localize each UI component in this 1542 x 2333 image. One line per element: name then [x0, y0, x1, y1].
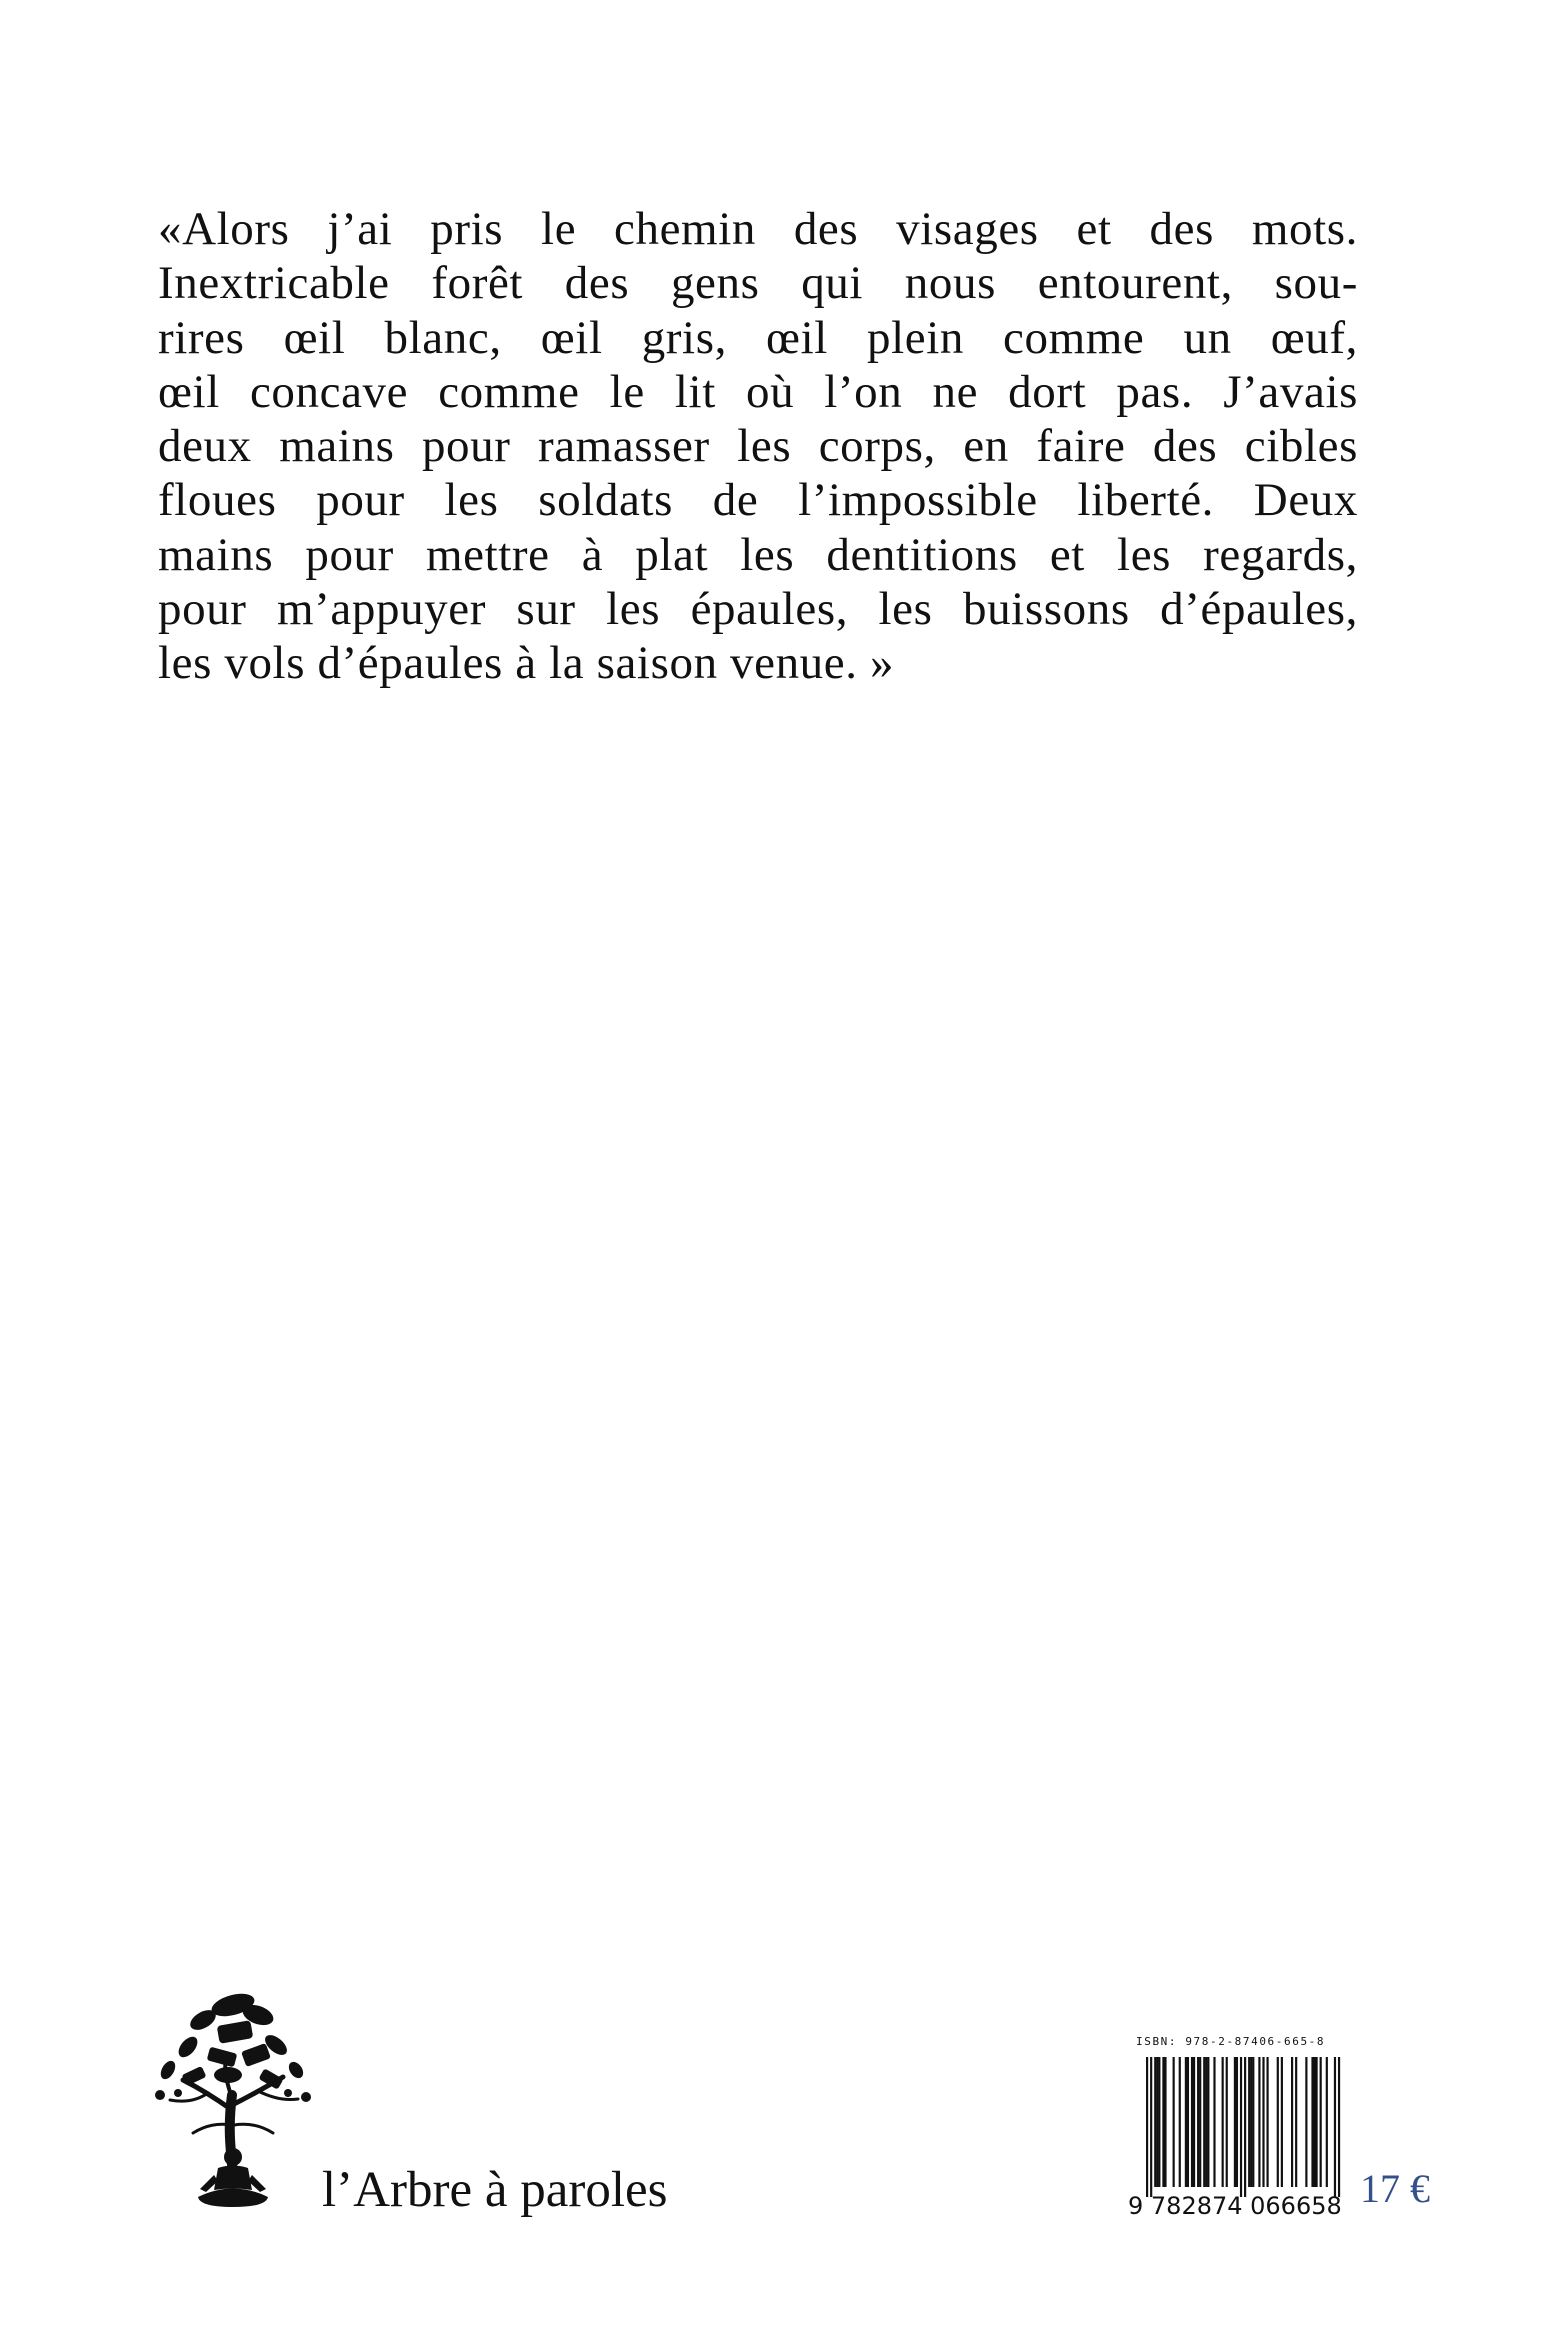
barcode-bar — [1173, 2057, 1175, 2187]
barcode-bar — [1193, 2057, 1195, 2187]
barcode-bar — [1244, 2057, 1246, 2197]
barcode-bar — [1281, 2057, 1283, 2187]
barcode-bar — [1291, 2057, 1293, 2187]
quote-line: Inextricable forêt des gens qui nous entourent, sou- — [158, 257, 1358, 310]
barcode-bar — [1156, 2057, 1158, 2187]
quote-line: pour m’appuyer sur les épaules, les buissons d’épaules, — [158, 583, 1358, 636]
quote-line: deux mains pour ramasser les corps, en faire des cibles — [158, 420, 1358, 473]
barcode-bar — [1262, 2057, 1264, 2187]
publisher-logo-icon — [148, 1975, 318, 2215]
barcode-bar — [1313, 2057, 1315, 2187]
barcode-bar — [1266, 2057, 1268, 2187]
quote-line: rires œil blanc, œil gris, œil plein comme un œuf, — [158, 311, 1358, 364]
price-label: 17 € — [1360, 2166, 1430, 2211]
isbn-barcode — [1128, 2035, 1342, 2225]
barcode-bar — [1311, 2057, 1313, 2187]
quote-line: floues pour les soldats de l’impossible liberté. Deux — [158, 474, 1358, 527]
barcode-bar — [1185, 2057, 1187, 2187]
barcode-bars — [1128, 2057, 1342, 2197]
barcode-bar — [1203, 2057, 1205, 2187]
barcode-bar — [1146, 2057, 1148, 2197]
barcode-bar — [1236, 2057, 1238, 2187]
barcode-bar — [1234, 2057, 1236, 2187]
barcode-bar — [1187, 2057, 1189, 2187]
barcode-bar — [1197, 2057, 1199, 2187]
ean-digits: 9 782874 066658 — [1128, 2192, 1342, 2220]
barcode-bar — [1226, 2057, 1228, 2187]
isbn-label: ISBN: 978-2-87406-665-8 — [1136, 2035, 1326, 2048]
back-cover-quote — [158, 202, 1358, 691]
barcode-bar — [1240, 2057, 1242, 2197]
barcode-bar — [1154, 2057, 1156, 2187]
barcode-bar — [1207, 2057, 1209, 2187]
barcode-bar — [1258, 2057, 1260, 2187]
barcode-bar — [1150, 2057, 1152, 2197]
quote-line: mains pour mettre à plat les dentitions et les regards, — [158, 528, 1358, 581]
barcode-bar — [1199, 2057, 1201, 2187]
barcode-bar — [1222, 2057, 1224, 2187]
quote-line: les vols d’épaules à la saison venue. » — [158, 637, 895, 690]
barcode-bar — [1191, 2057, 1193, 2187]
barcode-bar — [1326, 2057, 1328, 2187]
barcode-bar — [1179, 2057, 1181, 2187]
barcode-bar — [1320, 2057, 1322, 2187]
barcode-bar — [1162, 2057, 1164, 2187]
barcode-bar — [1213, 2057, 1215, 2187]
barcode-bar — [1252, 2057, 1254, 2187]
barcode-bar — [1277, 2057, 1279, 2187]
barcode-bar — [1338, 2057, 1340, 2197]
publisher-name: l’Arbre à paroles — [322, 2162, 668, 2218]
barcode-bar — [1305, 2057, 1307, 2187]
barcode-bar — [1248, 2057, 1250, 2187]
quote-line: «Alors j’ai pris le chemin des visages et des mots. — [158, 203, 1358, 255]
barcode-bar — [1205, 2057, 1207, 2187]
barcode-bar — [1158, 2057, 1160, 2187]
barcode-bar — [1334, 2057, 1336, 2197]
barcode-bar — [1164, 2057, 1166, 2187]
barcode-bar — [1250, 2057, 1252, 2187]
quote-line: œil concave comme le lit où l’on ne dort pas. J’avais — [158, 365, 1358, 418]
barcode-bar — [1315, 2057, 1317, 2187]
barcode-bar — [1295, 2057, 1297, 2187]
